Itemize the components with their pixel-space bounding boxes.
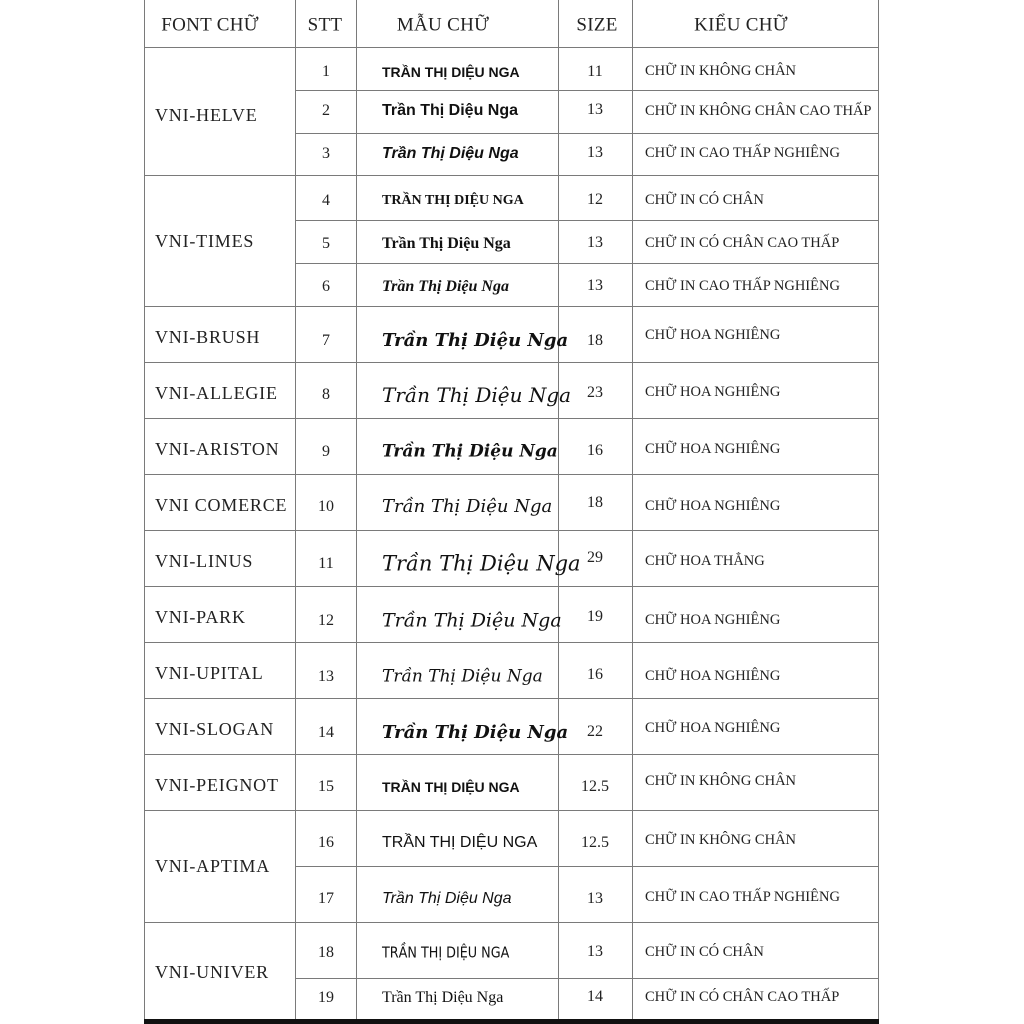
group-divider	[144, 175, 878, 176]
font-sample-text: TRẦN THỊ DIỆU NGA	[382, 193, 524, 208]
group-divider	[144, 698, 878, 699]
row-number: 10	[318, 498, 334, 515]
font-size-value: 14	[587, 988, 603, 1005]
font-style-description: CHỮ HOA NGHIÊNG	[645, 497, 781, 514]
font-sample-text: Trần Thị Diệu Nga	[382, 890, 512, 907]
font-sample-text: TRẦN THỊ DIỆU NGA	[382, 64, 520, 80]
row-number: 1	[322, 63, 330, 80]
row-number: 3	[322, 145, 330, 162]
font-size-value: 11	[587, 63, 603, 80]
row-number: 9	[322, 443, 330, 460]
font-name-label: VNI-TIMES	[155, 231, 255, 251]
row-divider	[295, 866, 878, 867]
font-size-value: 16	[587, 666, 603, 683]
font-size-value: 19	[587, 608, 603, 625]
row-number: 2	[322, 102, 330, 119]
font-style-description: CHỮ IN KHÔNG CHÂN CAO THẤP	[645, 102, 872, 119]
font-size-value: 18	[587, 332, 603, 349]
font-name-label: VNI-UPITAL	[155, 663, 264, 683]
font-name-label: VNI-PEIGNOT	[155, 775, 279, 795]
font-sample-text: Trần Thị Diệu Nga	[382, 722, 569, 743]
bottom-border-bar	[144, 1019, 879, 1024]
font-style-description: CHỮ HOA NGHIÊNG	[645, 440, 781, 457]
group-divider	[144, 474, 878, 475]
font-size-value: 12.5	[581, 778, 609, 795]
row-divider	[295, 220, 878, 221]
row-number: 12	[318, 612, 334, 629]
font-style-description: CHỮ HOA THẲNG	[645, 552, 765, 569]
header-stt: STT	[307, 14, 343, 36]
font-size-value: 12	[587, 191, 603, 208]
font-sample-text: Trần Thị Diệu Nga	[382, 330, 569, 351]
row-divider	[295, 263, 878, 264]
row-number: 18	[318, 944, 334, 961]
font-style-description: CHỮ HOA NGHIÊNG	[645, 383, 781, 400]
font-sample-text: Trần Thị Diệu Nga	[382, 989, 504, 1006]
font-name-label: VNI-ARISTON	[155, 439, 280, 459]
font-sample-text: TRẦN THỊ DIỆU NGA	[382, 943, 510, 962]
row-number: 17	[318, 890, 334, 907]
row-number: 13	[318, 668, 334, 685]
header-style: KIỂU CHỮ	[694, 14, 788, 36]
font-style-description: CHỮ IN CAO THẤP NGHIÊNG	[645, 277, 840, 294]
font-name-label: VNI COMERCE	[155, 495, 288, 515]
font-style-description: CHỮ IN KHÔNG CHÂN	[645, 772, 797, 789]
font-name-label: VNI-UNIVER	[155, 962, 269, 982]
column-divider	[295, 0, 296, 1020]
font-size-value: 12.5	[581, 834, 609, 851]
group-divider	[144, 642, 878, 643]
font-name-label: VNI-BRUSH	[155, 327, 261, 347]
column-divider	[144, 0, 145, 1020]
row-divider	[295, 90, 878, 91]
font-sample-text: Trần Thị Diệu Nga	[382, 551, 581, 576]
row-number: 16	[318, 834, 334, 851]
font-style-description: CHỮ IN CAO THẤP NGHIÊNG	[645, 888, 840, 905]
font-name-label: VNI-PARK	[155, 607, 246, 627]
group-divider	[144, 530, 878, 531]
font-size-value: 13	[587, 144, 603, 161]
row-divider	[295, 978, 878, 979]
font-style-description: CHỮ HOA NGHIÊNG	[645, 326, 781, 343]
font-size-value: 18	[587, 494, 603, 511]
font-style-description: CHỮ HOA NGHIÊNG	[645, 667, 781, 684]
font-style-description: CHỮ IN CÓ CHÂN	[645, 943, 764, 960]
row-number: 7	[322, 332, 330, 349]
font-name-label: VNI-HELVE	[155, 105, 258, 125]
group-divider	[144, 922, 878, 923]
font-sample-text: Trần Thị Diệu Nga	[382, 496, 553, 517]
font-style-description: CHỮ IN CÓ CHÂN	[645, 191, 764, 208]
font-sample-text: Trần Thị Diệu Nga	[382, 383, 572, 407]
header-font: FONT CHỮ	[161, 14, 259, 36]
font-size-value: 29	[587, 549, 603, 566]
font-style-description: CHỮ IN CÓ CHÂN CAO THẤP	[645, 988, 840, 1005]
font-size-value: 13	[587, 890, 603, 907]
header-size: SIZE	[576, 14, 618, 36]
font-sample-text: Trần Thị Diệu Nga	[382, 609, 562, 632]
group-divider	[144, 306, 878, 307]
font-size-value: 13	[587, 101, 603, 118]
row-number: 19	[318, 989, 334, 1006]
font-size-value: 22	[587, 723, 603, 740]
group-divider	[144, 586, 878, 587]
font-style-description: CHỮ IN KHÔNG CHÂN	[645, 831, 797, 848]
column-divider	[878, 0, 879, 1020]
font-size-value: 23	[587, 384, 603, 401]
font-sample-text: Trần Thị Diệu Nga	[382, 145, 519, 162]
font-sample-text: Trần Thị Diệu Nga	[382, 666, 543, 687]
group-divider	[144, 754, 878, 755]
font-style-description: CHỮ IN CAO THẤP NGHIÊNG	[645, 144, 840, 161]
column-divider	[558, 0, 559, 1020]
font-style-description: CHỮ IN KHÔNG CHÂN	[645, 62, 797, 79]
row-number: 5	[322, 235, 330, 252]
row-number: 14	[318, 724, 334, 741]
group-divider	[144, 418, 878, 419]
font-sample-text: Trần Thị Diệu Nga	[382, 441, 558, 462]
header-divider	[144, 47, 878, 48]
group-divider	[144, 362, 878, 363]
column-divider	[632, 0, 633, 1020]
row-divider	[295, 133, 878, 134]
font-sample-text: Trần Thị Diệu Nga	[382, 102, 519, 119]
font-size-value: 13	[587, 943, 603, 960]
row-number: 15	[318, 778, 334, 795]
font-name-label: VNI-APTIMA	[155, 856, 270, 876]
font-style-description: CHỮ HOA NGHIÊNG	[645, 719, 781, 736]
font-size-value: 13	[587, 277, 603, 294]
font-sample-text: Trần Thị Diệu Nga	[382, 278, 509, 295]
group-divider	[144, 810, 878, 811]
font-sample-text: TRẦN THỊ DIỆU NGA	[382, 779, 520, 795]
row-number: 11	[318, 555, 334, 572]
column-divider	[356, 0, 357, 1020]
font-sample-text: TRẦN THỊ DIỆU NGA	[382, 834, 538, 851]
font-name-label: VNI-LINUS	[155, 551, 254, 571]
font-size-value: 13	[587, 234, 603, 251]
font-sample-text: Trần Thị Diệu Nga	[382, 235, 511, 252]
row-number: 4	[322, 192, 330, 209]
row-number: 8	[322, 386, 330, 403]
font-name-label: VNI-SLOGAN	[155, 719, 274, 739]
font-style-description: CHỮ IN CÓ CHÂN CAO THẤP	[645, 234, 840, 251]
font-size-value: 16	[587, 442, 603, 459]
font-style-description: CHỮ HOA NGHIÊNG	[645, 611, 781, 628]
row-number: 6	[322, 278, 330, 295]
header-sample: MẪU CHỮ	[396, 14, 490, 36]
font-name-label: VNI-ALLEGIE	[155, 383, 278, 403]
